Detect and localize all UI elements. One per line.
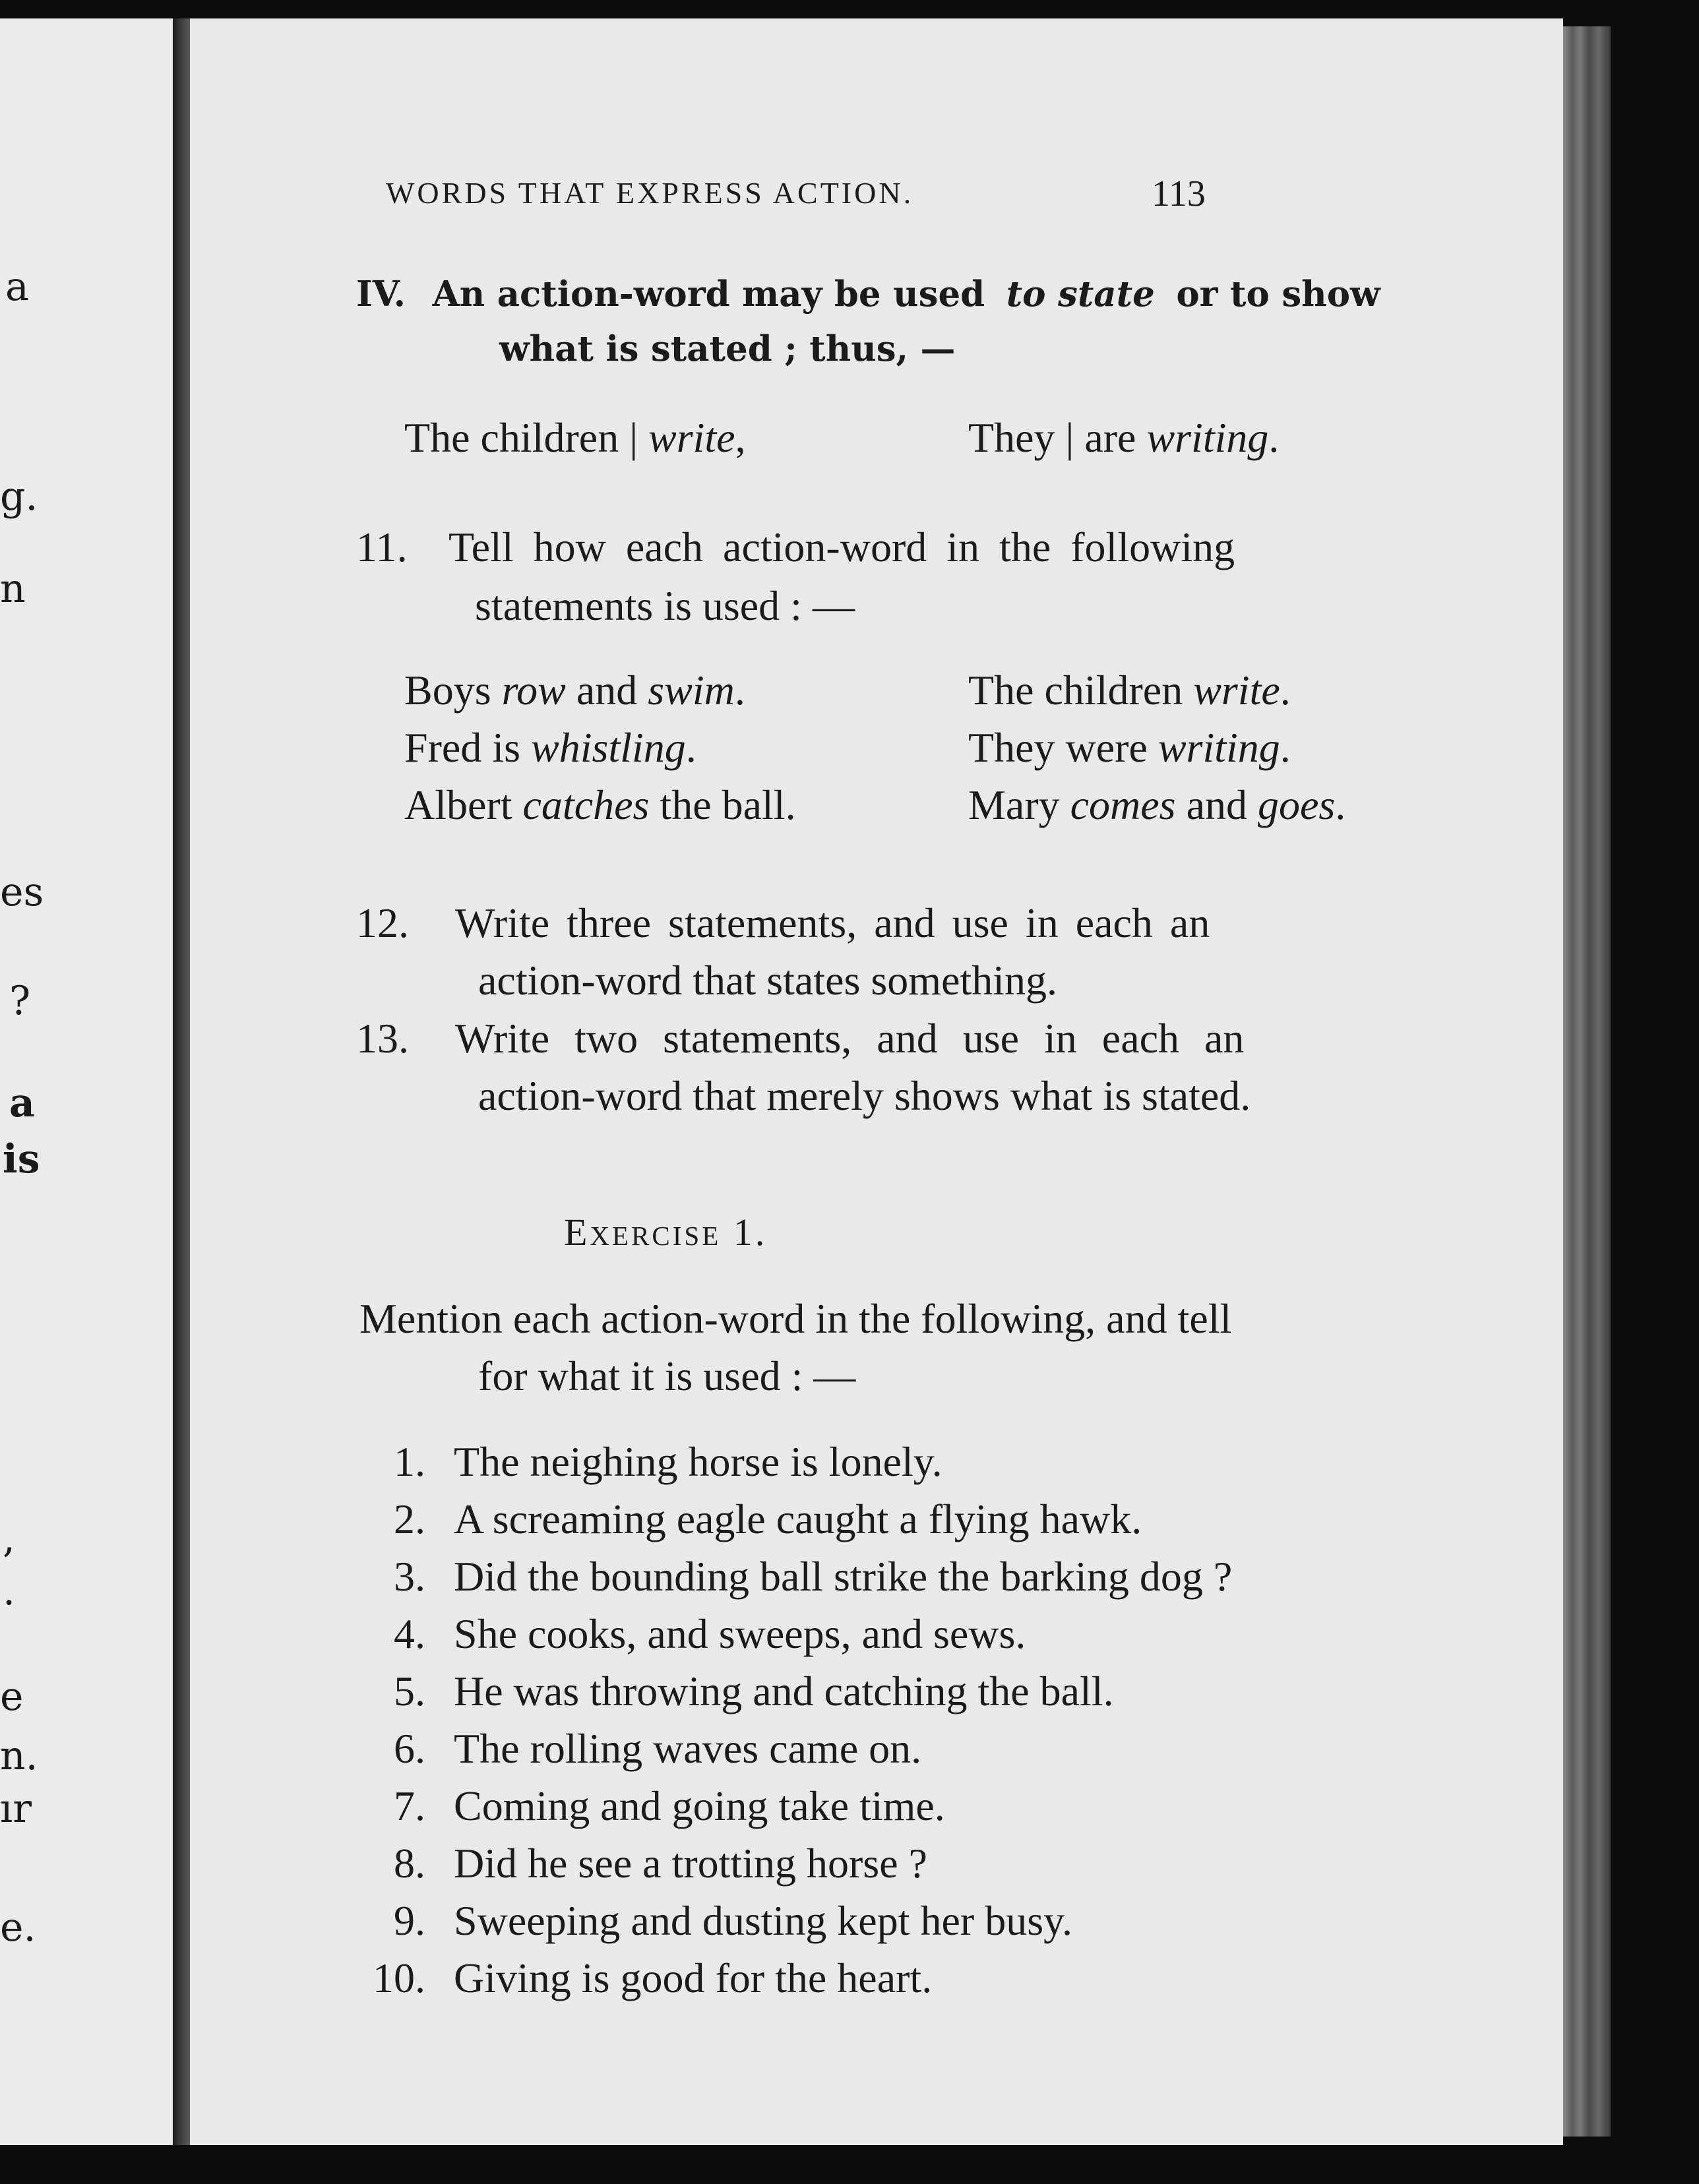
example-emphasis: swim <box>648 667 735 713</box>
rule-iv-line1 <box>356 274 1380 315</box>
example-sentence <box>404 724 696 771</box>
exercise-item-text: Coming and going take time. <box>454 1782 945 1829</box>
left-fragment: n <box>0 566 26 612</box>
example-sentence <box>968 669 1291 712</box>
example-text: . <box>685 724 696 771</box>
example-text: and <box>565 667 648 713</box>
example-text: . <box>734 667 745 713</box>
example-sentence <box>404 781 796 828</box>
exercise-item-text: A screaming eagle caught a flying hawk. <box>454 1496 1142 1542</box>
exercise-item-text: Giving is good for the heart. <box>454 1955 933 2001</box>
example-emphasis: goes <box>1257 781 1336 828</box>
left-page <box>0 18 173 2145</box>
example-text: Albert <box>404 781 523 828</box>
example-text: . <box>1280 667 1291 713</box>
question-number: 11. <box>356 524 408 570</box>
left-fragment: . <box>3 1568 16 1614</box>
left-fragment: , <box>3 1515 16 1562</box>
left-fragment: ? <box>9 978 31 1024</box>
exercise-item-text: The neighing horse is lonely. <box>454 1438 942 1485</box>
left-fragment: is <box>3 1136 40 1182</box>
rule-text: or to show <box>1176 274 1380 315</box>
exercise-item-number: 10. <box>373 1955 425 2001</box>
question-text: action-word that states something. <box>478 957 1058 1004</box>
example-sentence <box>968 781 1346 828</box>
exercise-item-text: Sweeping and dusting kept her busy. <box>454 1897 1072 1944</box>
exercise-item-text: Did the bounding ball strike the barking dog ? <box>454 1553 1233 1600</box>
rule-emphasis: to state <box>1006 274 1155 315</box>
left-fragment: n. <box>0 1733 38 1779</box>
example-text: Fred is <box>404 724 531 771</box>
exercise-item-text: The rolling waves came on. <box>454 1725 922 1772</box>
example-emphasis: writing <box>1146 414 1269 461</box>
book-gutter <box>173 18 190 2145</box>
example-text: . <box>1335 781 1346 828</box>
exercise-instruction: for what it is used : — <box>478 1352 856 1399</box>
exercise-item-number: 7. <box>394 1782 425 1829</box>
example-text: the ball. <box>649 781 796 828</box>
question-text: action-word that merely shows what is stated. <box>478 1072 1251 1119</box>
example-text: The children | <box>404 414 648 461</box>
example-text: . <box>1268 414 1280 461</box>
left-fragment: a <box>9 1080 35 1126</box>
question-text: Tell how each action-word in the following <box>448 524 1235 570</box>
left-fragment: ır <box>0 1786 32 1832</box>
exercise-item-number: 9. <box>394 1897 425 1944</box>
example-text: and <box>1175 781 1258 828</box>
exercise-item-text: Did he see a trotting horse ? <box>454 1840 927 1887</box>
exercise-item-number: 4. <box>394 1610 425 1657</box>
example-emphasis: write <box>648 414 735 461</box>
example-emphasis: row <box>501 667 566 713</box>
question-text: Write three statements, and use in each an <box>455 899 1210 946</box>
exercise-item-number: 8. <box>394 1840 425 1887</box>
exercise-item-number: 3. <box>394 1553 425 1600</box>
example-sentence <box>404 669 745 712</box>
exercise-heading: Exercise 1. <box>564 1211 768 1254</box>
exercise-item-number: 1. <box>394 1438 425 1485</box>
left-fragment: g. <box>0 473 38 520</box>
rule-text: An action-word may be used <box>432 274 985 315</box>
exercise-item-text: He was throwing and catching the ball. <box>454 1668 1114 1714</box>
question-number: 12. <box>356 899 409 946</box>
rule-example-right <box>968 414 1280 461</box>
rule-example-left <box>404 414 746 461</box>
left-fragment: a <box>5 264 29 310</box>
example-emphasis: writing <box>1158 724 1280 771</box>
example-text: They | are <box>968 414 1147 461</box>
left-fragment: e. <box>0 1904 36 1951</box>
example-text: , <box>735 414 746 461</box>
rule-iv-line2: what is stated ; thus, — <box>499 328 956 369</box>
question-text: statements is used : — <box>475 582 855 629</box>
exercise-item-number: 2. <box>394 1496 425 1542</box>
page-number: 113 <box>1152 173 1206 214</box>
rule-number: IV. <box>356 274 406 315</box>
exercise-instruction: Mention each action-word in the following, and tell <box>359 1295 1232 1342</box>
page-edge-stack <box>1563 26 1611 2137</box>
example-text: Mary <box>968 781 1070 828</box>
exercise-item-number: 6. <box>394 1725 425 1772</box>
question-text: Write two statements, and use in each an <box>455 1015 1245 1062</box>
question-number: 13. <box>356 1015 409 1062</box>
example-text: . <box>1280 724 1291 771</box>
exercise-item-text: She cooks, and sweeps, and sews. <box>454 1610 1026 1657</box>
example-text: They were <box>968 724 1158 771</box>
example-text: The children <box>968 667 1194 713</box>
exercise-item-number: 5. <box>394 1668 425 1714</box>
example-emphasis: whistling <box>531 724 686 771</box>
example-emphasis: write <box>1193 667 1280 713</box>
left-fragment: es <box>0 869 44 915</box>
example-emphasis: catches <box>522 781 650 828</box>
example-emphasis: comes <box>1070 781 1176 828</box>
running-head: WORDS THAT EXPRESS ACTION. <box>386 176 914 210</box>
left-fragment: e <box>0 1674 24 1720</box>
example-sentence <box>968 724 1291 771</box>
example-text: Boys <box>404 667 502 713</box>
